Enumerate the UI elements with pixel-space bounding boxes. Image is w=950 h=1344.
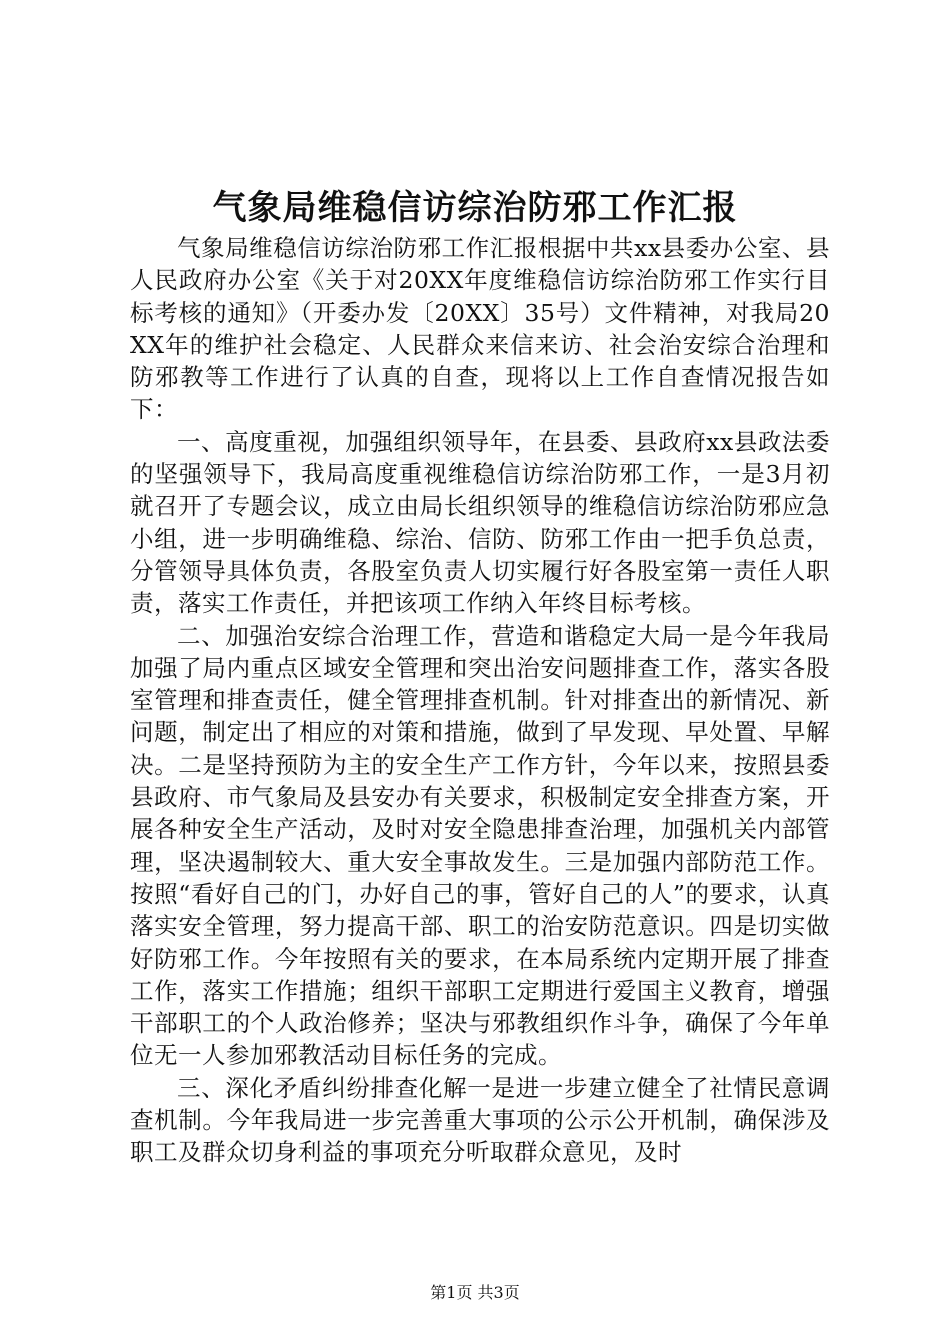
page-number-footer: 第1页 共3页	[430, 1283, 520, 1302]
paragraph-section-3: 三、深化矛盾纠纷排查化解一是进一步建立健全了社情民意调查机制。今年我局进一步完善重大事项的公示公开机制，确保涉及职工及群众切身利益的事项充分听取群众意见，及时	[130, 1073, 830, 1167]
paragraph-section-2: 二、加强治安综合治理工作，营造和谐稳定大局一是今年我局加强了局内重点区域安全管理和突出治安问题排查工作，落实各股室管理和排查责任，健全管理排查机制。针对排查出的新情况、新问题，制定出了相应的对策和措施，做到了早发现、早处置、早解决。二是坚持预防为主的安全生产工作方针，今年以来，按照县委县政府、市气象局及县安办有关要求，积极制定安全排查方案，开展各种安全生产活动，及时对安全隐患排查治理，加强机关内部管理，坚决遏制较大、重大安全事故发生。三是加强内部防范工作。按照“看好自己的门，办好自己的事，管好自己的人”的要求，认真落实安全管理，努力提高干部、职工的治安防范意识。四是切实做好防邪工作。今年按照有关的要求，在本局系统内定期开展了排查工作，落实工作措施；组织干部职工定期进行爱国主义教育，增强干部职工的个人政治修养；坚决与邪教组织作斗争，确保了今年单位无一人参加邪教活动目标任务的完成。	[130, 621, 830, 1070]
paragraph-intro: 气象局维稳信访综治防邪工作汇报根据中共xx县委办公室、县人民政府办公室《关于对20XX年度维稳信访综治防邪工作实行目标考核的通知》（开委办发〔20XX〕35号）文件精神，对我局20XX年的维护社会稳定、人民群众来信来访、社会治安综合治理和防邪教等工作进行了认真的自查，现将以上工作自查情况报告如下：	[130, 234, 830, 424]
document-body	[130, 232, 830, 1169]
paragraph-section-1: 一、高度重视，加强组织领导年，在县委、县政府xx县政法委的坚强领导下，我局高度重视维稳信访综治防邪工作，一是3月初就召开了专题会议，成立由局长组织领导的维稳信访综治防邪应急小组，进一步明确维稳、综治、信防、防邪工作由一把手负总责，分管领导具体负责，各股室负责人切实履行好各股室第一责任人职责，落实工作责任，并把该项工作纳入年终目标考核。	[130, 427, 830, 618]
document-title: 气象局维稳信访综治防邪工作汇报	[212, 188, 738, 228]
